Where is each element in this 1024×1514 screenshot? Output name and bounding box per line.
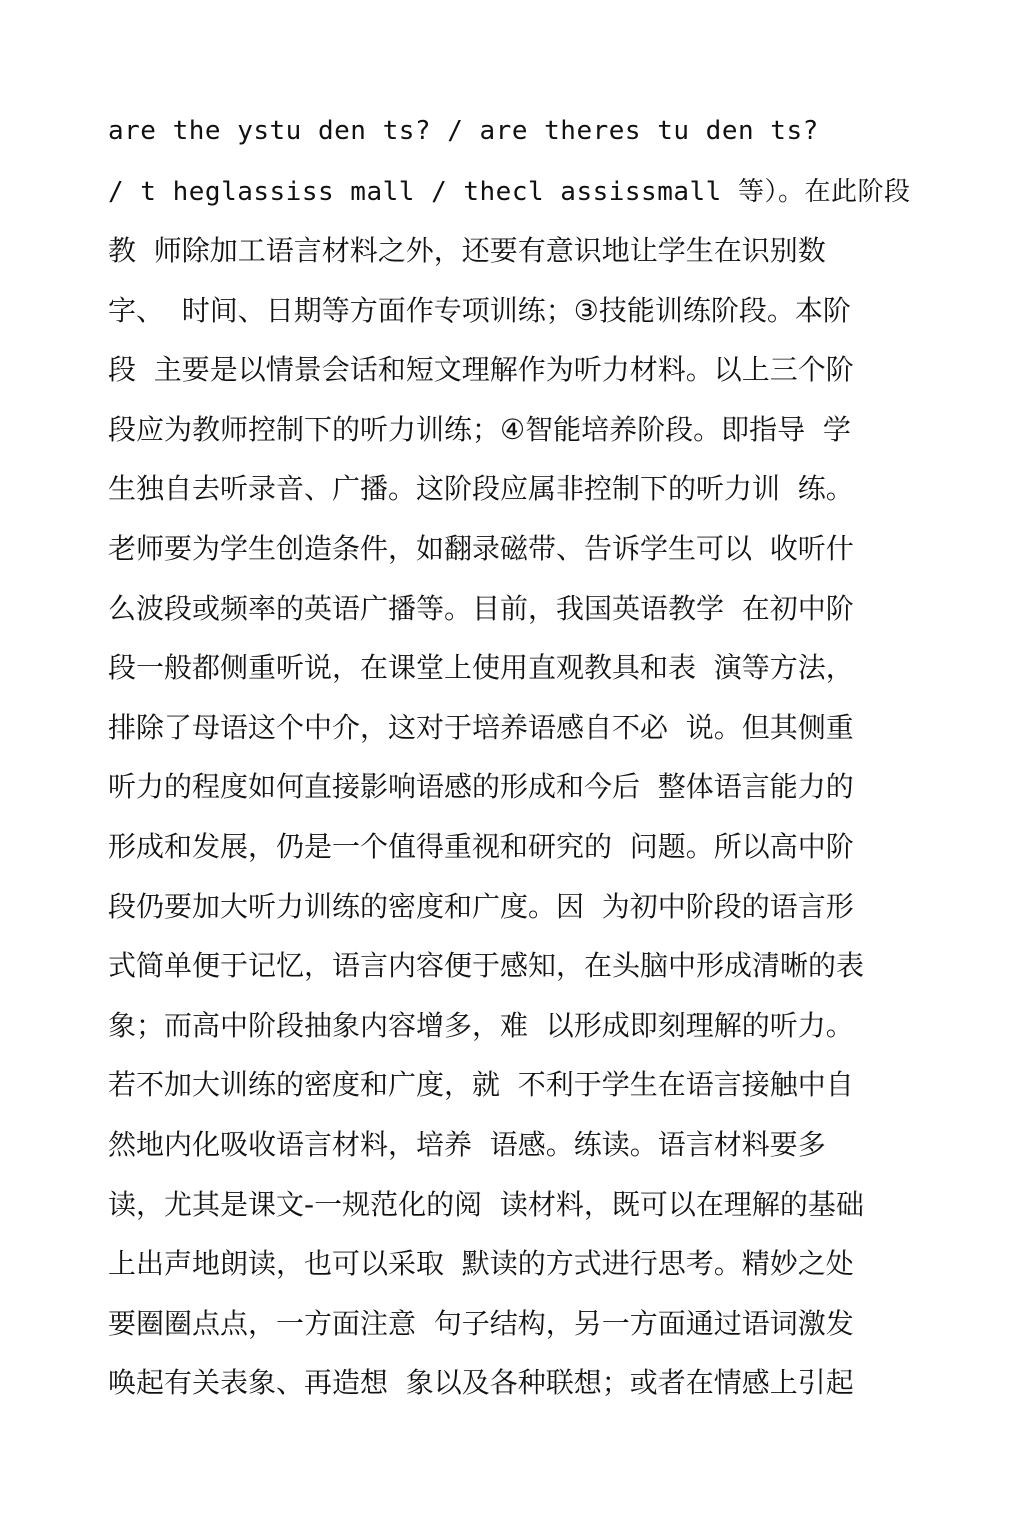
text-line: 唤起有关表象、再造想 象以及各种联想；或者在情感上引起 <box>108 1366 854 1399</box>
text-line: 式简单便于记忆，语言内容便于感知，在头脑中形成清晰的表 <box>108 949 865 982</box>
text-line: 教 师除加工语言材料之外，还要有意识地让学生在识别数 <box>108 234 826 267</box>
text-line: 段 主要是以情景会话和短文理解作为听力材料。以上三个阶 <box>108 353 854 386</box>
text-line: 听力的程度如何直接影响语感的形成和今后 整体语言能力的 <box>108 770 854 803</box>
text-line: 段仍要加大听力训练的密度和广度。因 为初中阶段的语言形 <box>108 890 854 923</box>
text-line: are the ystu den ts? / are theres tu den ts? <box>108 116 819 146</box>
text-line: 象；而高中阶段抽象内容增多，难 以形成即刻理解的听力。 <box>108 1009 854 1042</box>
text-line: 字、 时间、日期等方面作专项训练；③技能训练阶段。本阶 <box>108 294 851 327</box>
text-line: 老师要为学生创造条件，如翻录磁带、告诉学生可以 收听什 <box>108 532 854 565</box>
text-line: / t heglassiss mall / thecl assissmall 等）。在此阶段 <box>108 177 911 207</box>
text-line: 要圈圈点点，一方面注意 句子结构，另一方面通过语词激发 <box>108 1307 854 1340</box>
text-line: 若不加大训练的密度和广度，就 不利于学生在语言接触中自 <box>108 1068 854 1101</box>
text-line: 形成和发展，仍是一个值得重视和研究的 问题。所以高中阶 <box>108 830 854 863</box>
text-line: 上出声地朗读，也可以采取 默读的方式进行思考。精妙之处 <box>108 1247 854 1280</box>
text-line: 读，尤其是课文-一规范化的阅 读材料，既可以在理解的基础 <box>108 1188 864 1221</box>
text-line: 然地内化吸收语言材料，培养 语感。练读。语言材料要多 <box>108 1128 826 1161</box>
text-line: 段应为教师控制下的听力训练；④智能培养阶段。即指导 学 <box>108 413 851 446</box>
text-line: 生独自去听录音、广播。这阶段应属非控制下的听力训 练。 <box>108 472 854 505</box>
text-line: 段一般都侧重听说，在课堂上使用直观教具和表 演等方法， <box>108 651 854 684</box>
text-line: 么波段或频率的英语广播等。目前，我国英语教学 在初中阶 <box>108 592 854 625</box>
text-line: 排除了母语这个中介，这对于培养语感自不必 说。但其侧重 <box>108 711 854 744</box>
